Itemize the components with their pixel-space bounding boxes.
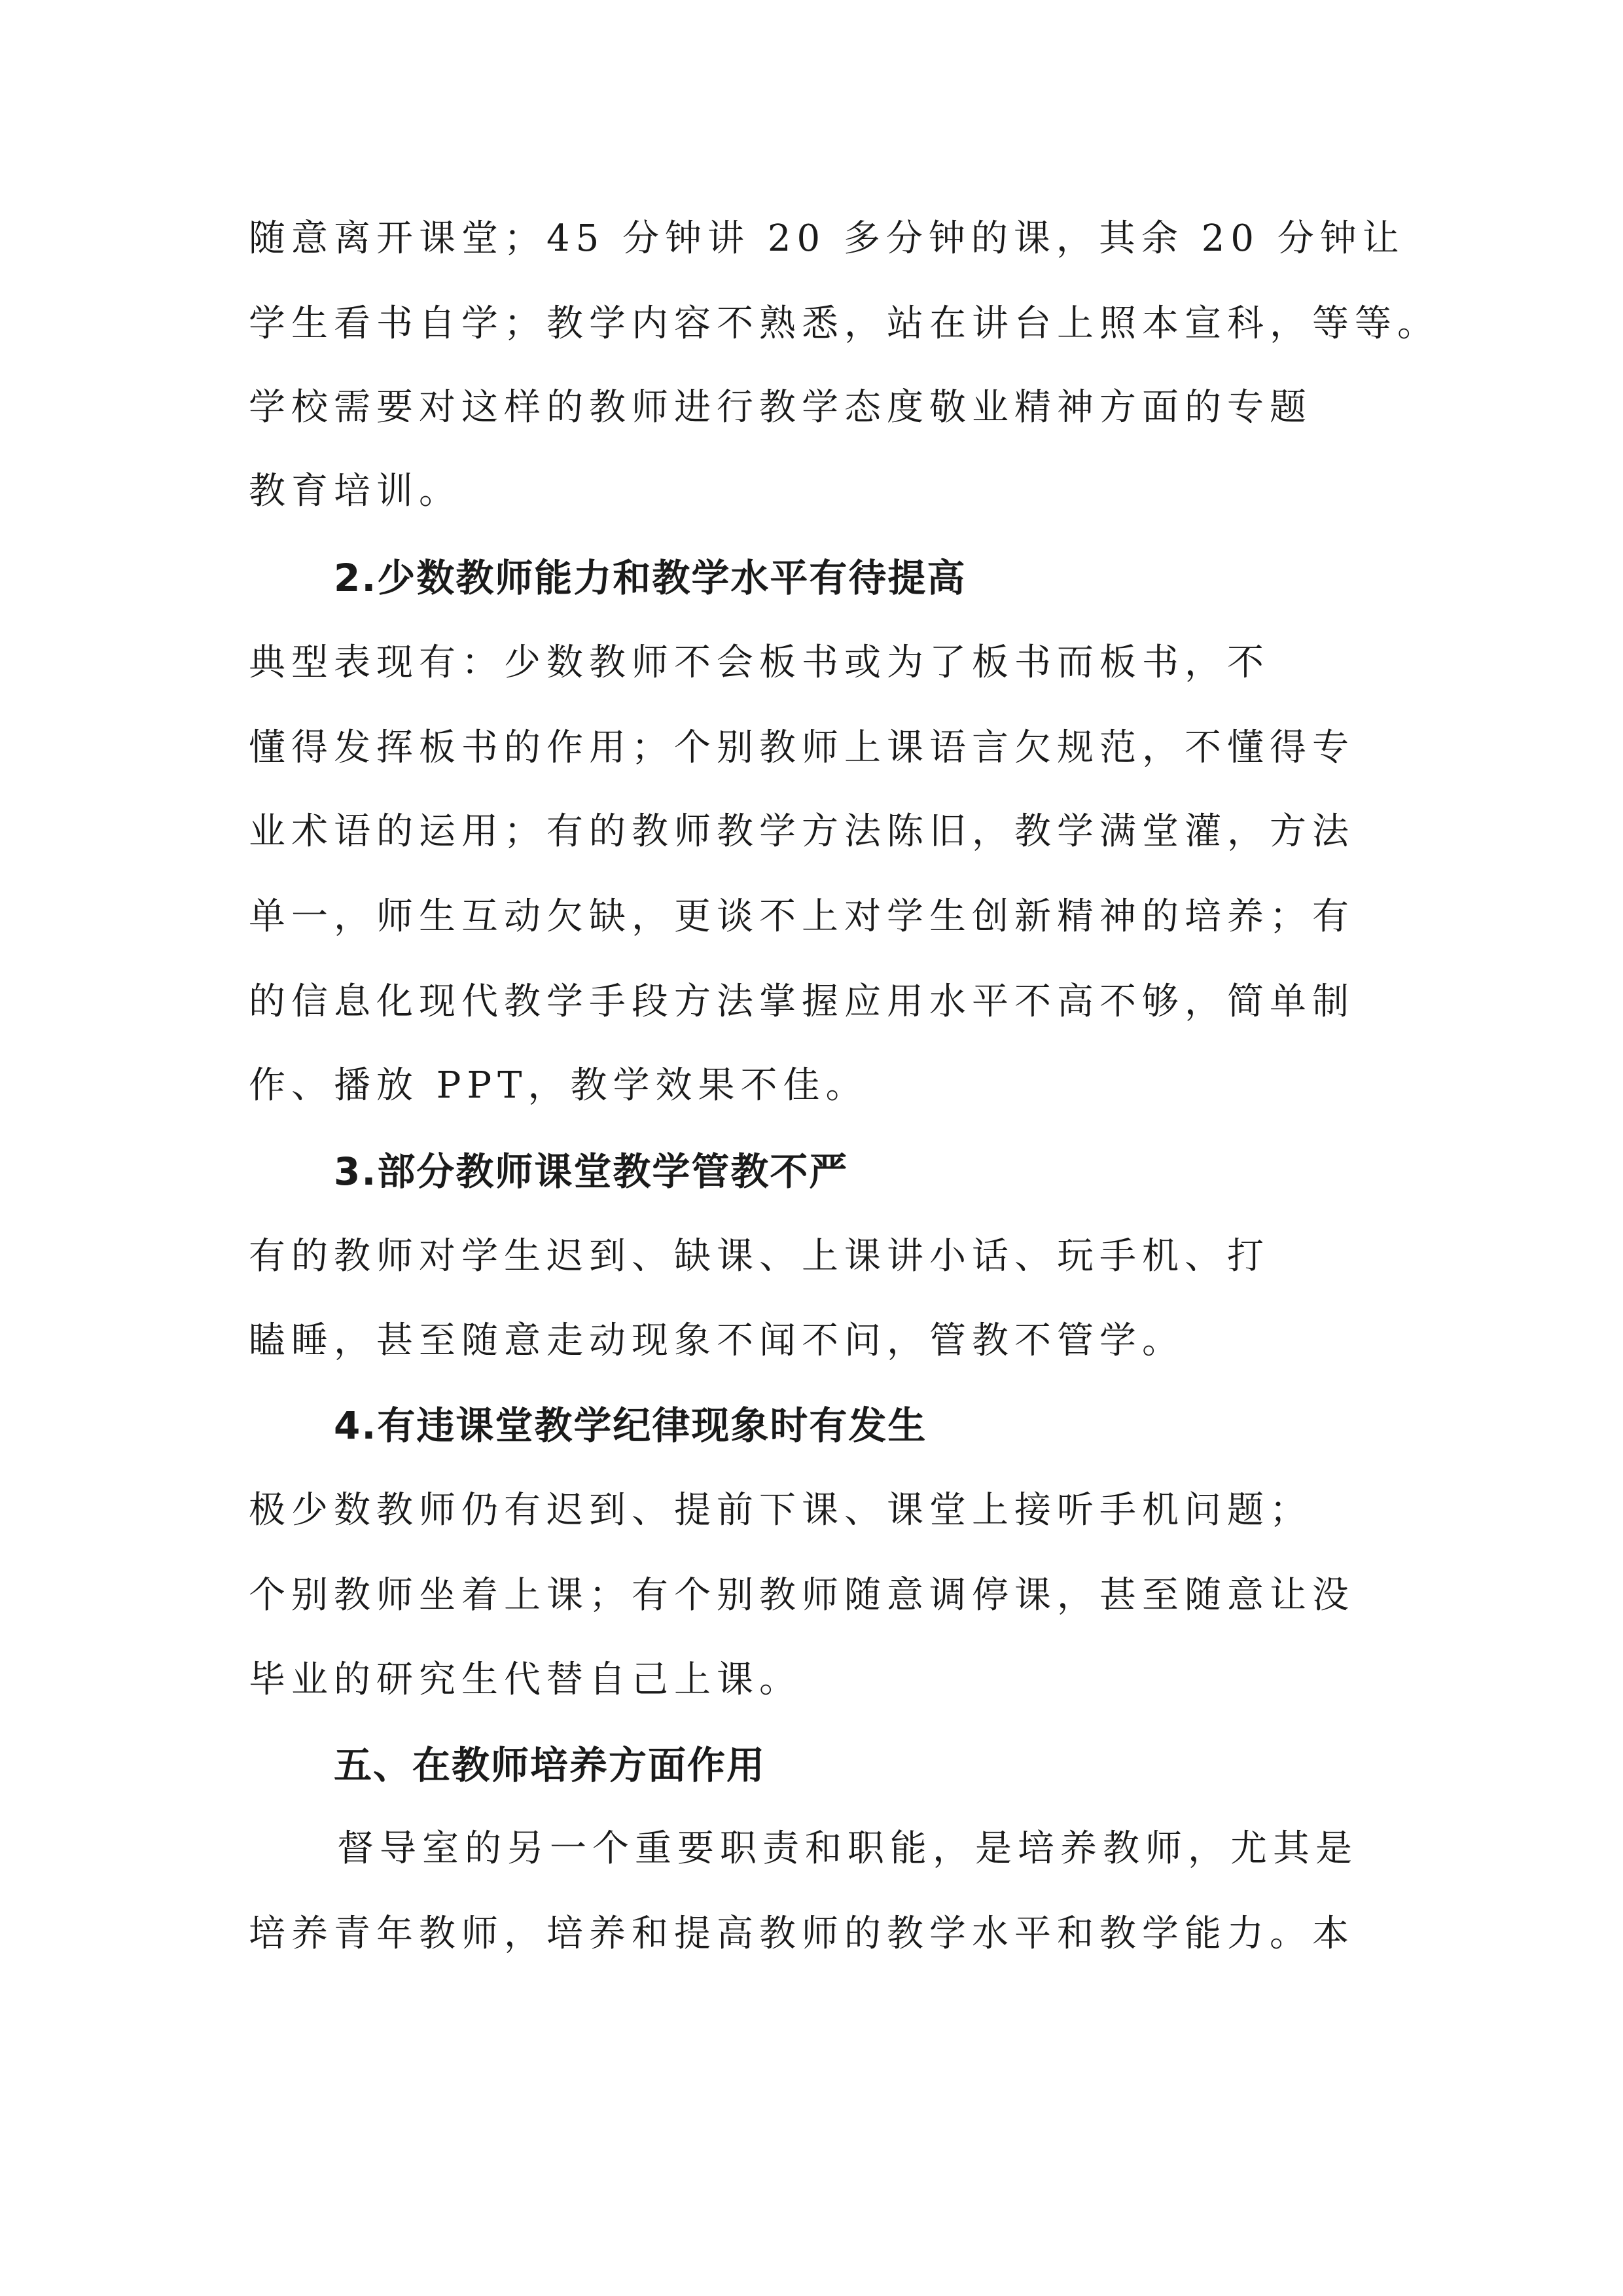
body-line: 业术语的运用；有的教师教学方法陈旧，教学满堂灌，方法 (249, 810, 1355, 853)
body-line: 培养青年教师，培养和提高教师的教学水平和教学能力。本 (249, 1912, 1355, 1955)
body-line: 毕业的研究生代替自己上课。 (249, 1659, 802, 1701)
body-line: 懂得发挥板书的作用；个别教师上课语言欠规范，不懂得专 (249, 726, 1355, 769)
body-line: 单一，师生互动欠缺，更谈不上对学生创新精神的培养；有 (249, 895, 1355, 938)
body-line: 学生看书自学；教学内容不熟悉，站在讲台上照本宣科，等等。 (249, 302, 1440, 345)
body-line: 督导室的另一个重要职责和职能，是培养教师，尤其是 (337, 1827, 1358, 1870)
body-line: 作、播放 PPT，教学效果不佳。 (249, 1064, 868, 1107)
section-heading: 3.部分教师课堂教学管教不严 (334, 1149, 849, 1194)
body-line: 的信息化现代教学手段方法掌握应用水平不高不够，简单制 (249, 980, 1355, 1023)
body-line: 学校需要对这样的教师进行教学态度敬业精神方面的专题 (249, 386, 1312, 429)
body-line: 典型表现有：少数教师不会板书或为了板书而板书，不 (249, 641, 1270, 684)
body-line: 教育培训。 (249, 470, 461, 512)
body-line: 个别教师坐着上课；有个别教师随意调停课，甚至随意让没 (249, 1574, 1355, 1617)
body-line: 极少数教师仍有迟到、提前下课、课堂上接听手机问题； (249, 1489, 1312, 1532)
body-line: 随意离开课堂；45 分钟讲 20 多分钟的课，其余 20 分钟让 (249, 217, 1405, 260)
body-line: 瞌睡，甚至随意走动现象不闻不问，管教不管学。 (249, 1319, 1185, 1362)
body-line: 有的教师对学生迟到、缺课、上课讲小话、玩手机、打 (249, 1235, 1270, 1278)
section-heading: 2.少数教师能力和教学水平有待提高 (334, 556, 967, 600)
section-heading: 4.有违课堂教学纪律现象时有发生 (334, 1403, 927, 1448)
chapter-heading: 五、在教师培养方面作用 (334, 1743, 766, 1787)
